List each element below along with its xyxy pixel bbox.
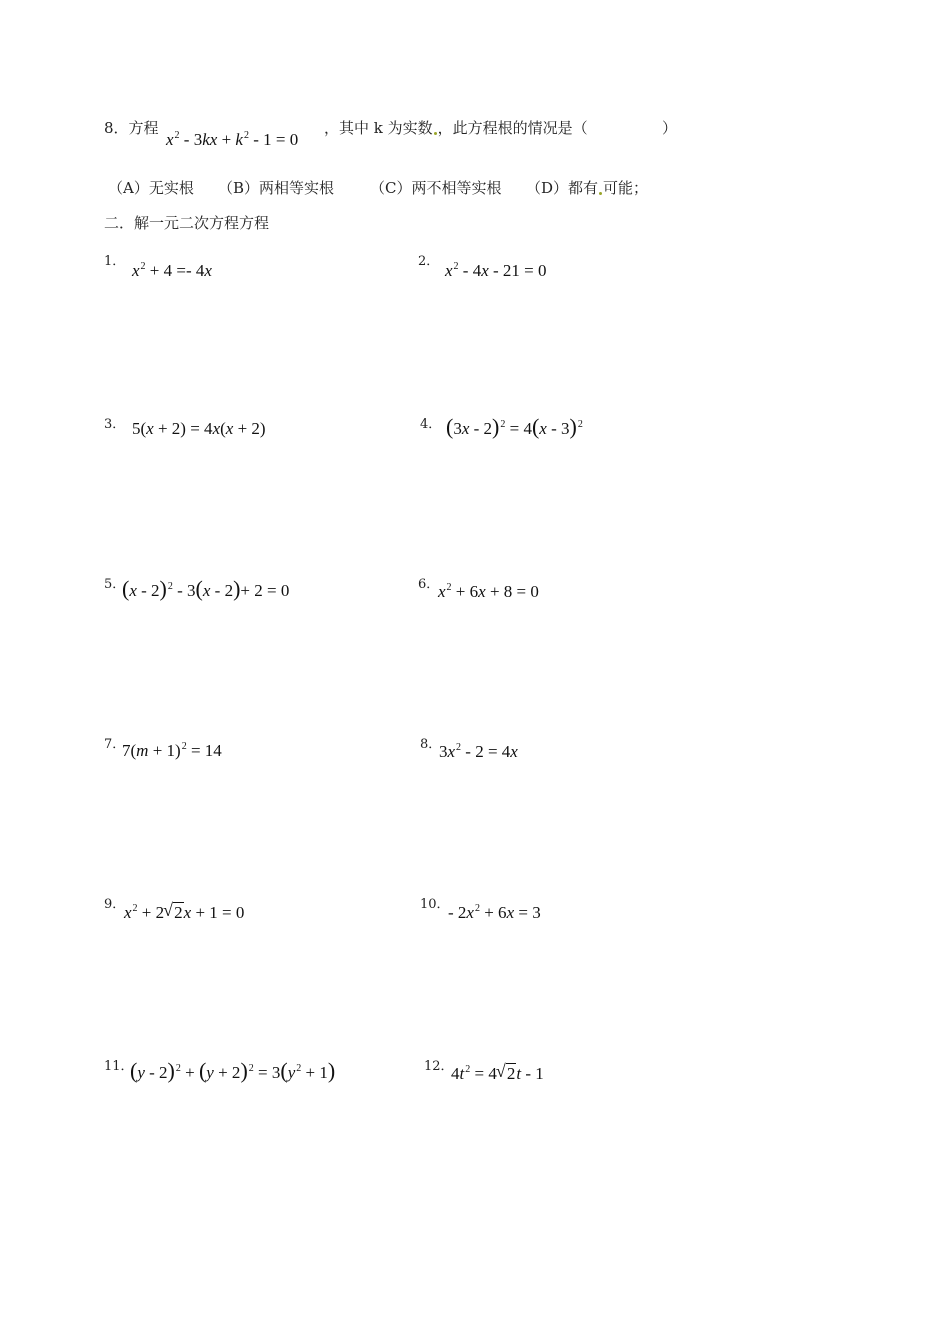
- option-b: （B）两相等实根: [218, 179, 335, 197]
- problem-11-equation: $(y - 2)^2 + (y + 2)^2 = 3(y^2 + 1)$: [130, 1058, 336, 1083]
- option-d-text: （D）都有: [526, 179, 599, 197]
- q8-tail: [324, 117, 588, 138]
- problem-8-equation: $3x^2 - 2 = 4x$: [439, 742, 518, 761]
- problem-6-equation: $x^2 + 6x + 8 = 0$: [438, 582, 539, 601]
- problem-9-equation: $x^2 + 2√$ 2x + 1 = 0: [124, 903, 244, 923]
- option-c: （C）两不相等实根: [370, 179, 502, 197]
- problem-4-number: 4．: [420, 417, 442, 432]
- section-heading: 二．解一元二次方程方程: [104, 214, 270, 232]
- problem-9-number: 9．: [104, 897, 126, 912]
- mark-dot: [599, 192, 602, 195]
- q8-lead: 方程: [128, 119, 159, 137]
- problem-3-equation: 5(x + 2) = 4x(x + 2): [132, 419, 266, 438]
- q8-close: ）: [662, 119, 678, 137]
- mark-dot: [434, 132, 437, 135]
- problem-8-number: 8．: [420, 737, 442, 752]
- problem-5-number: 5．: [104, 577, 126, 592]
- problem-1-equation: $x^2 + 4 =- 4x$: [132, 261, 212, 280]
- option-a: （A）无实根: [108, 179, 194, 197]
- sqrt-symbol: √ 2: [164, 903, 184, 923]
- problem-2-number: 2．: [418, 254, 440, 269]
- q8-tail-text: ，其中 k 为实数: [324, 119, 433, 137]
- q8-equation: $x^2 - 3kx + k^2 - 1 = 0$: [166, 130, 299, 149]
- problem-5-equation: (x - 2)$^2$ - 3(x - 2)+ 2 = 0: [122, 576, 290, 601]
- problem-4-equation: (3x - 2)$^2$ = 4(x - 3)$^2$: [446, 414, 583, 439]
- problem-7-equation: $7(m + 1)^2 = 14$: [122, 741, 222, 760]
- option-d-tail: 可能；: [603, 179, 649, 197]
- q8-line: [104, 117, 159, 138]
- q8-number: 8．: [104, 119, 129, 137]
- problem-2-equation: $x^2 - 4x - 21 = 0$: [445, 261, 547, 280]
- problem-11-number: 11．: [104, 1059, 134, 1074]
- problem-6-number: 6．: [418, 577, 440, 592]
- problem-10-number: 10．: [420, 897, 450, 912]
- problem-10-equation: - $2x^2 + 6x = 3$: [448, 903, 541, 922]
- problem-12-number: 12．: [424, 1059, 454, 1074]
- problem-1-number: 1．: [104, 254, 126, 269]
- problem-7-number: 7．: [104, 737, 126, 752]
- problem-3-number: 3．: [104, 417, 126, 432]
- sqrt-symbol: √ 2: [497, 1064, 517, 1084]
- option-d: [526, 177, 648, 198]
- q8-tail-text-2: ，此方程根的情况是（: [437, 119, 588, 137]
- problem-12-equation: $4t^2 = 4√$ 2t - 1: [451, 1064, 544, 1084]
